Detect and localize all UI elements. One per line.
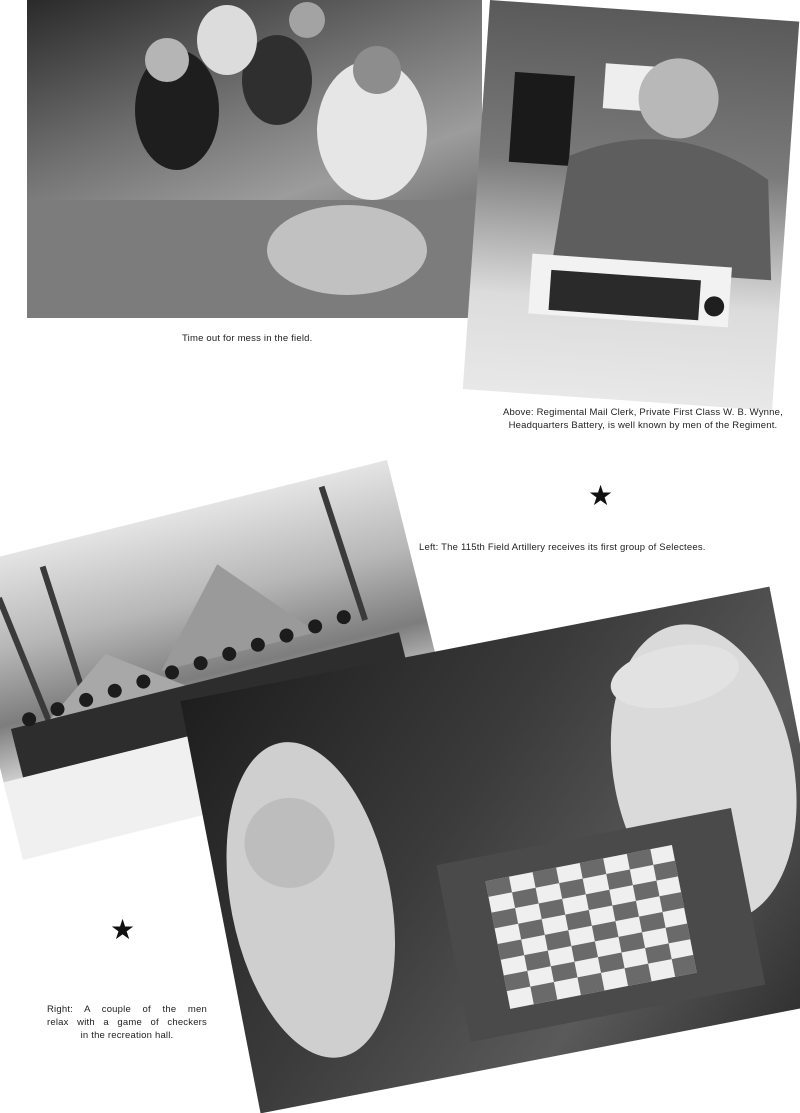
caption-checkers-line-3: in the recreation hall.: [80, 1030, 174, 1041]
caption-checkers-line-2: relax with a game of checkers: [47, 1017, 207, 1028]
caption-checkers-line-1: Right: A couple of the men: [47, 1004, 207, 1015]
star-ornament-left: ★: [110, 913, 136, 946]
star-ornament-right: ★: [588, 479, 614, 512]
photo-mess-in-field: [27, 0, 482, 318]
caption-checkers: [47, 1003, 207, 1042]
caption-mess: Time out for mess in the field.: [182, 333, 313, 344]
caption-mail-clerk: Above: Regimental Mail Clerk, Private First Class W. B. Wynne, Headquarters Battery, is well known by men of the Regiment.: [503, 407, 783, 431]
caption-selectees: Left: The 115th Field Artillery receives its first group of Selectees.: [419, 542, 706, 553]
photo-mail-clerk: [463, 0, 799, 411]
